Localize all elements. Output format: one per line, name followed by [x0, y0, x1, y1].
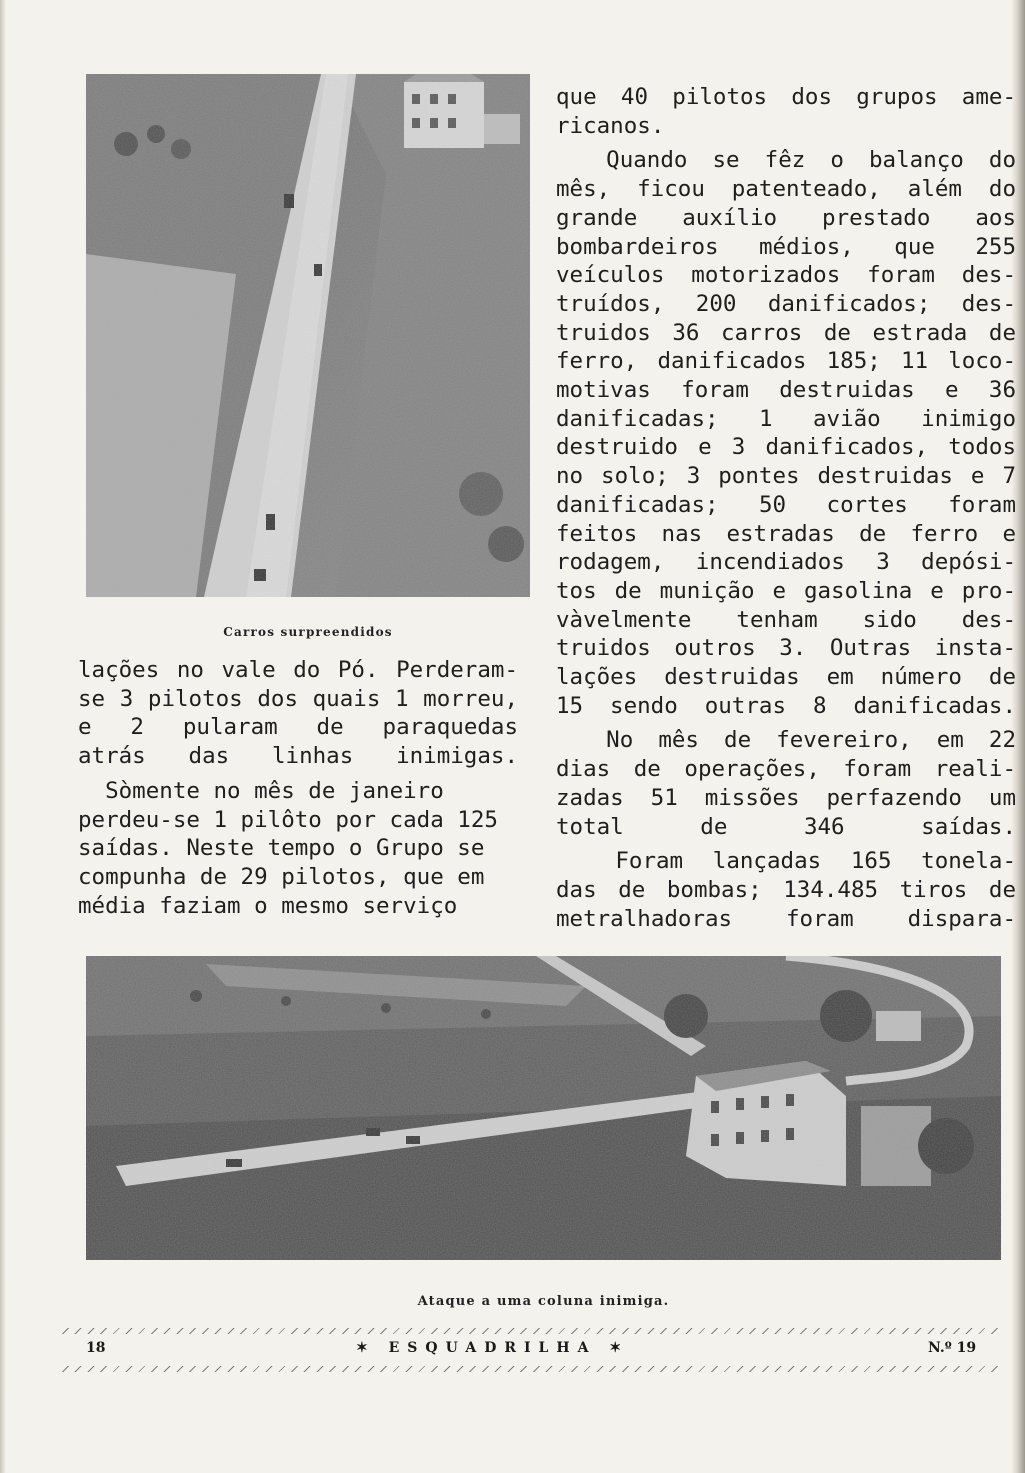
text-line: metralhadoras foram dispara-	[556, 905, 1016, 932]
text-line: bombardeiros médios, que 255	[556, 233, 1016, 260]
text-line: No mês de fevereiro, em 22	[606, 727, 1017, 754]
text-line: Quando se fêz o balanço do	[606, 147, 1017, 174]
text-line: total de 346 saídas.	[556, 813, 1016, 840]
text-line: Sòmente no mês de janeiro	[105, 777, 444, 804]
page-number: 18	[86, 1340, 106, 1356]
footer-top-rule	[62, 1328, 1002, 1334]
text-line: danificadas; 1 avião inimigo	[556, 405, 1016, 432]
text-line: mês, ficou patenteado, além do	[556, 176, 1016, 203]
right-text-column	[556, 83, 1016, 933]
text-line: no solo; 3 pontes destruidas e 7	[556, 463, 1016, 490]
text-line: dias de operações, foram reali-	[556, 756, 1016, 783]
text-line: e 2 pularam de paraquedas	[78, 714, 518, 741]
paragraph	[556, 146, 1016, 720]
text-line: ferro, danificados 185; 11 loco-	[556, 348, 1016, 375]
text-line: veículos motorizados foram des-	[556, 262, 1016, 289]
left-text-column	[78, 656, 518, 920]
aerial-road-photo	[86, 74, 530, 597]
text-line: rodagem, incendiados 3 depósi-	[556, 549, 1016, 576]
text-line: lações destruidas em número de	[556, 664, 1016, 691]
text-line: feitos nas estradas de ferro e	[556, 520, 1016, 547]
magazine-title: ✶ ESQUADRILHA ✶	[356, 1340, 630, 1356]
aerial-attack-photo	[86, 956, 1001, 1260]
text-line: compunha de 29 pilotos, que em	[78, 863, 485, 890]
text-line: se 3 pilotos dos quais 1 morreu,	[78, 685, 518, 712]
top-photo-caption: Carros surpreendidos	[223, 625, 393, 639]
text-line: tos de munição e gasolina e pro-	[556, 577, 1016, 604]
text-line: truidos 36 carros de estrada de	[556, 319, 1016, 346]
text-line: vàvelmente tenham sido des-	[556, 606, 1016, 633]
footer-bottom-rule	[62, 1366, 1002, 1372]
page-edge-left	[0, 0, 6, 1473]
paragraph	[556, 847, 1016, 933]
text-line: Foram lançadas 165 tonela-	[615, 848, 1016, 875]
text-line: que 40 pilotos dos grupos ame-	[556, 84, 1016, 110]
paragraph	[556, 726, 1016, 841]
paragraph	[556, 83, 1016, 140]
text-line: motivas foram destruidas e 36	[556, 377, 1016, 404]
text-line: das de bombas; 134.485 tiros de	[556, 876, 1016, 903]
text-line: saídas. Neste tempo o Grupo se	[78, 835, 485, 862]
issue-number: N.º 19	[928, 1340, 977, 1356]
text-line: atrás das linhas inimigas.	[78, 743, 518, 770]
text-line: truidos outros 3. Outras insta-	[556, 635, 1016, 662]
text-line: zadas 51 missões perfazendo um	[556, 784, 1016, 811]
paragraph	[78, 777, 518, 921]
bottom-photo-caption: Ataque a uma coluna inimiga.	[417, 1294, 670, 1309]
paragraph	[78, 656, 518, 771]
text-line: ricanos.	[556, 112, 665, 139]
text-line: lações no vale do Pó. Perderam-	[78, 657, 518, 683]
text-line: danificadas; 50 cortes foram	[556, 491, 1016, 518]
text-line: grande auxílio prestado aos	[556, 204, 1016, 231]
text-line: truídos, 200 danificados; des-	[556, 290, 1016, 317]
text-line: perdeu-se 1 pilôto por cada 125	[78, 806, 498, 833]
text-line: 15 sendo outras 8 danificadas.	[556, 692, 1016, 719]
text-line: média faziam o mesmo serviço	[78, 892, 458, 919]
text-line: destruido e 3 danificados, todos	[556, 434, 1016, 461]
